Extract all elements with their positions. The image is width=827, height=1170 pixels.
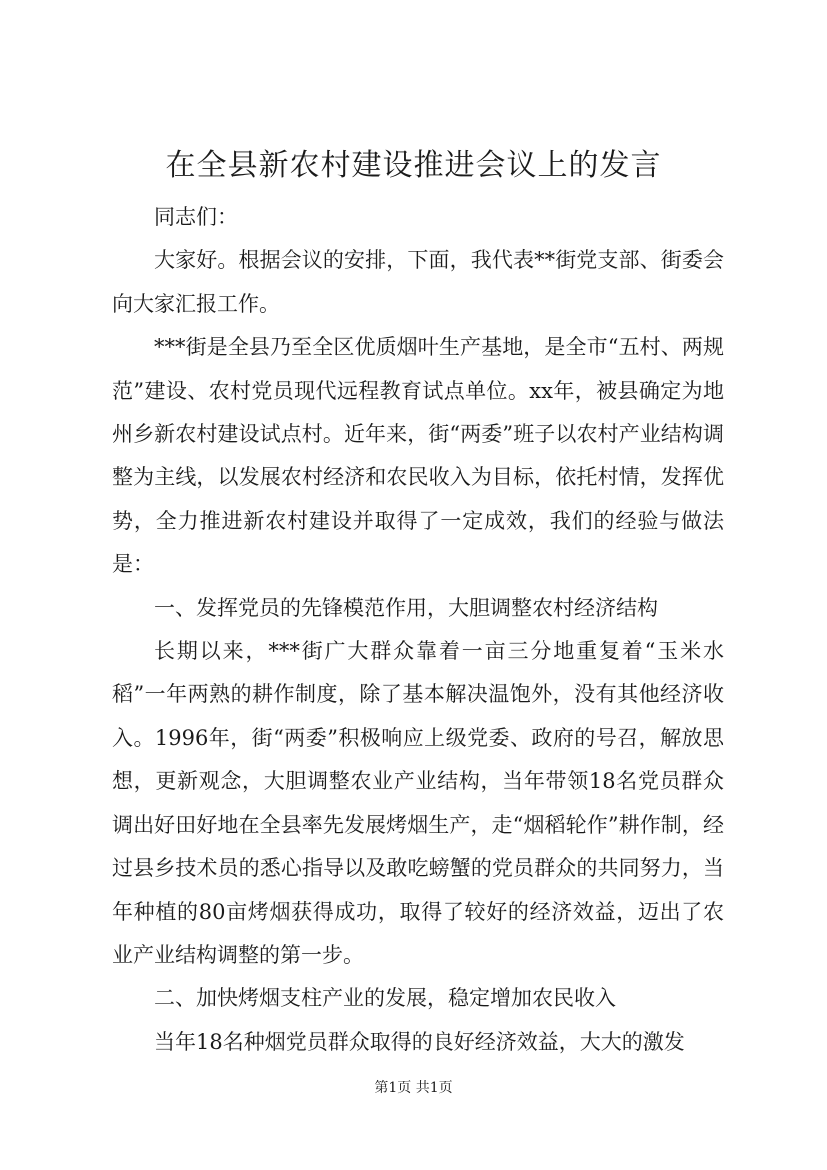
section-heading-2: 二、加快烤烟支柱产业的发展，稳定增加农民收入: [154, 986, 616, 1011]
section-heading-1: 一、发挥党员的先锋模范作用，大胆调整农村经济结构: [154, 595, 658, 620]
paragraph-intro: 大家好。根据会议的安排，下面，我代表**街党支部、街委会向大家汇报工作。: [112, 248, 724, 316]
paragraph-greeting: 同志们：: [154, 205, 238, 229]
paragraph-section-2: 当年18名种烟党员群众取得的良好经济效益，大大的激发: [154, 1029, 685, 1054]
document-title: 在全县新农村建设推进会议上的发言: [165, 148, 662, 183]
document-body: [112, 196, 724, 1064]
page-number-footer: 第1页 共1页: [374, 1080, 453, 1096]
paragraph-section-1: 长期以来，***街广大群众靠着一亩三分地重复着“玉米水稻”一年两熟的耕作制度，除了基本解决温饱外，没有其他经济收入。1996年，街“两委”积极响应上级党委、政府的号召，解放思想，更新观念，大胆调整农业产业结构，当年带领18名党员群众调出好田好地在全县率先发展烤烟生产，走“烟稻轮作”耕作制，经过县乡技术员的悉心指导以及敢吃螃蟹的党员群众的共同努力，当年种植的80亩烤烟获得成功，取得了较好的经济效益，迈出了农业产业结构调整的第一步。: [112, 639, 724, 967]
paragraph-background: ***街是全县乃至全区优质烟叶生产基地，是全市“五村、两规范”建设、农村党员现代远程教育试点单位。xx年，被县确定为地州乡新农村建设试点村。近年来，街“两委”班子以农村产业结构调整为主线，以发展农村经济和农民收入为目标，依托村情，发挥优势，全力推进新农村建设并取得了一定成效，我们的经验与做法是：: [112, 335, 724, 577]
